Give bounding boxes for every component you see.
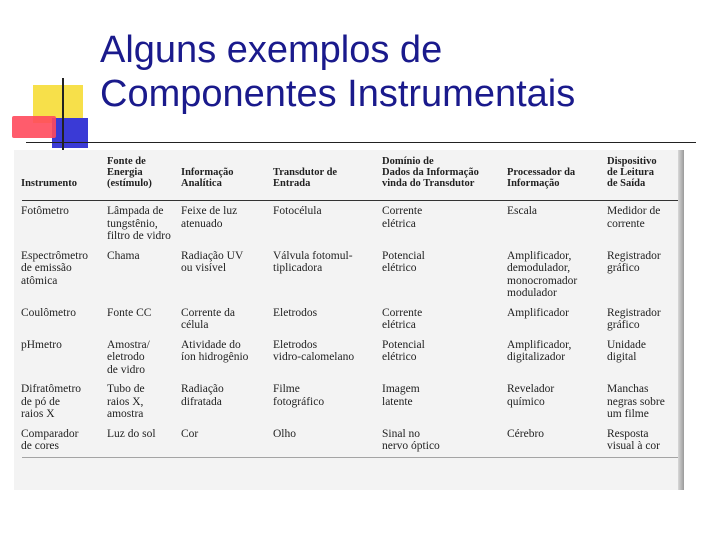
table-row [18,424,678,456]
table-cell [178,335,270,380]
table-cell [379,424,504,456]
table-cell [18,424,104,456]
cell-line: atenuado [181,217,223,230]
cell-line: vidro-calomelano [273,351,355,363]
cell-line: Energia [107,167,143,178]
cell-line: Resposta [607,427,649,440]
cell-line: Eletrodos [273,338,318,351]
scanned-table-image [14,150,684,490]
cell-line: visual à cor [607,440,661,452]
cell-line: Olho [273,427,296,440]
cell-line: negras sobre [607,395,665,408]
cell-line: fotográfico [273,395,325,408]
cell-line: Processador da [507,167,576,178]
table-cell [379,379,504,424]
cell-line: nervo óptico [382,440,440,452]
table-cell [270,379,379,424]
cell-line: elétrica [382,319,416,331]
table-cell [18,246,104,303]
cell-line: latente [382,395,413,408]
cell-line: Informação [507,178,560,189]
cell-line: vinda do Transdutor [382,178,475,189]
cell-line: Fonte de [107,156,146,167]
column-header [178,156,270,195]
cell-line: corrente [607,217,645,230]
cell-line: de Saída [607,178,646,189]
table-cell [270,246,379,303]
cell-line: Dispositivo [607,156,657,167]
cell-line: modulador [507,287,557,299]
cell-line: monocromador [507,274,578,287]
table-cell [18,379,104,424]
table-cell [178,303,270,335]
table-cell [504,379,604,424]
decorative-horizontal-line [26,142,696,143]
table-cell [604,379,678,424]
cell-line: Entrada [273,178,311,189]
column-header [504,156,604,195]
cell-line: Corrente [382,205,423,217]
cell-line: Radiação UV [181,249,244,262]
slide-title-line-1: Alguns exemplos de [100,29,443,71]
cell-line: Luz do sol [107,427,156,440]
cell-line: raios X [21,408,55,420]
cell-line: Fotocélula [273,205,322,217]
cell-line: Válvula fotomul- [273,249,353,262]
table-body [18,195,678,456]
cell-line: Lâmpada de [107,205,164,217]
cell-line: ou visível [181,262,227,274]
table-cell [178,424,270,456]
cell-line: demodulador, [507,262,571,274]
table-cell [604,303,678,335]
cell-line: célula [181,319,209,331]
column-header [604,156,678,195]
table-cell [604,424,678,456]
table-cell [18,195,104,246]
table-header-row [18,156,678,195]
cell-line: Feixe de luz [181,205,238,217]
table-cell [104,303,178,335]
table-cell [178,246,270,303]
cell-line: Filme [273,383,300,395]
cell-line: Coulômetro [21,306,76,319]
cell-line: elétrico [382,262,417,274]
cell-line: raios X, [107,395,144,408]
cell-line: Informação [181,167,234,178]
table-cell [18,303,104,335]
table-row [18,335,678,380]
column-header [270,156,379,195]
table-row [18,379,678,424]
cell-line: de Leitura [607,167,654,178]
cell-line: Cérebro [507,427,545,440]
cell-line: Amostra/ [107,338,150,351]
cell-line: Medidor de [607,205,661,217]
cell-line: Tubo de [107,383,145,395]
cell-line: Escala [507,205,538,217]
cell-line: Amplificador, [507,338,572,351]
table-cell [604,335,678,380]
cell-line: Amplificador, [507,249,572,262]
cell-line: Transdutor de [273,167,338,178]
cell-line: Instrumento [21,178,78,189]
table-cell [18,335,104,380]
cell-line: digitalizador [507,351,566,363]
cell-line: Corrente [382,306,423,319]
instrument-components-table [18,156,678,456]
table-cell [604,195,678,246]
table-cell [379,246,504,303]
cell-line: Dados da Informação [382,167,479,178]
cell-line: Registrador [607,306,661,319]
cell-line: Radiação [181,383,224,395]
cell-line: Eletrodos [273,306,318,319]
cell-line: Analítica [181,178,222,189]
decorative-vertical-line [62,78,64,150]
bullet-square-blue [52,118,88,148]
table-cell [504,424,604,456]
table-cell [379,195,504,246]
table-cell [270,195,379,246]
cell-line: tiplicadora [273,262,323,274]
cell-line: Atividade do [181,338,241,351]
cell-line: pHmetro [21,338,62,351]
table-cell [104,195,178,246]
table-cell [178,195,270,246]
cell-line: Revelador [507,383,555,395]
table-cell [504,195,604,246]
table-cell [379,303,504,335]
table-cell [270,303,379,335]
cell-line: gráfico [607,319,640,331]
scan-edge-shadow [678,150,684,490]
cell-line: tungstênio, [107,217,158,230]
table-row [18,195,678,246]
cell-line: de vidro [107,363,146,376]
cell-line: Amplificador [507,306,569,319]
table-cell [504,335,604,380]
cell-line: gráfico [607,262,640,274]
cell-line: Domínio de [382,156,434,167]
table-cell [504,303,604,335]
cell-line: digital [607,351,637,363]
table-cell [104,246,178,303]
table-cell [604,246,678,303]
cell-line: Cor [181,427,199,440]
table-cell [379,335,504,380]
cell-line: difratada [181,395,222,408]
cell-line: Fotômetro [21,205,69,217]
cell-line: Difratômetro [21,383,82,395]
column-header [104,156,178,195]
table-row [18,246,678,303]
table-cell [270,424,379,456]
cell-line: de emissão [21,262,72,274]
cell-line: Espectrômetro [21,249,89,262]
cell-line: de pó de [21,395,60,408]
cell-line: (estímulo) [107,178,152,189]
cell-line: elétrica [382,217,416,230]
bullet-square-red [12,116,56,138]
slide-title-line-2: Componentes Instrumentais [100,73,576,115]
cell-line: um filme [607,408,649,420]
cell-line: Corrente da [181,306,235,319]
cell-line: Comparador [21,427,79,440]
table-cell [104,379,178,424]
cell-line: Potencial [382,338,425,351]
cell-line: Potencial [382,249,425,262]
table-cell [104,335,178,380]
cell-line: amostra [107,408,144,420]
table-cell [178,379,270,424]
table-cell [504,246,604,303]
cell-line: Manchas [607,383,649,395]
cell-line: Registrador [607,249,661,262]
column-header [379,156,504,195]
cell-line: Sinal no [382,427,421,440]
cell-line: íon hidrogênio [181,351,249,363]
slide-title [100,28,575,116]
cell-line: de cores [21,440,59,452]
table-cell [270,335,379,380]
table-cell [104,424,178,456]
cell-line: Fonte CC [107,306,152,319]
cell-line: eletrodo [107,351,145,363]
cell-line: elétrico [382,351,417,363]
cell-line: filtro de vidro [107,230,171,242]
table-bottom-rule [22,457,678,458]
cell-line: Unidade [607,338,646,351]
column-header [18,156,104,195]
cell-line: Chama [107,249,140,262]
table-row [18,303,678,335]
cell-line: atômica [21,274,58,287]
cell-line: químico [507,395,545,408]
cell-line: Imagem [382,383,420,395]
